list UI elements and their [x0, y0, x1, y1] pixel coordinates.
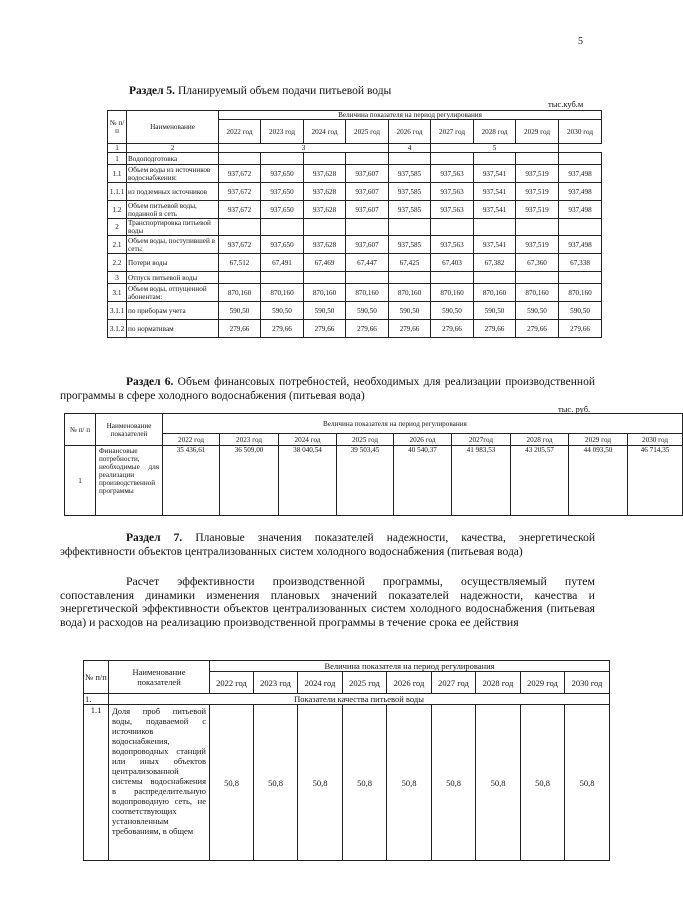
- section7-year-header: 2023 год: [254, 672, 298, 694]
- section5-value-cell: 937,607: [346, 183, 389, 201]
- section6-value-cell: 35 436,61: [163, 446, 220, 516]
- section5-value-cell: 937,498: [559, 165, 602, 183]
- section5-value-cell: 870,160: [474, 284, 516, 302]
- table-row: [108, 201, 602, 219]
- section5-empty-cell: [474, 153, 516, 165]
- section5-value-cell: 870,160: [346, 284, 389, 302]
- section6-value-cell: 46 714,35: [628, 446, 683, 516]
- table-row: [108, 284, 602, 302]
- section5-value-cell: 67,360: [516, 254, 559, 272]
- section5-empty-cell: [516, 272, 559, 284]
- section7-header-no: № п/п: [84, 661, 109, 694]
- section5-value-cell: 870,160: [559, 284, 602, 302]
- section5-index-cell: 5: [431, 144, 559, 153]
- section5-value-cell: 937,585: [389, 165, 431, 183]
- section6-value-cell: 39 503,45: [337, 446, 394, 516]
- section5-year-header: 2029 год: [516, 120, 559, 144]
- section5-row-name: Объем воды из источников водоснабжения:: [127, 165, 219, 183]
- section5-header-no: № п/п: [108, 111, 127, 144]
- section5-empty-cell: [346, 272, 389, 284]
- table-row: [108, 183, 602, 201]
- section6-header-period: Величина показателя на период регулирования: [163, 414, 683, 434]
- section5-year-header: 2023 год: [261, 120, 304, 144]
- section5-header-name: Наименование: [127, 111, 219, 144]
- section5-value-cell: 590,50: [219, 302, 261, 320]
- section7-group-no: 1.: [84, 694, 109, 705]
- section5-empty-cell: [559, 153, 602, 165]
- section5-value-cell: 279,66: [219, 320, 261, 338]
- section5-empty-cell: [304, 153, 346, 165]
- section5-row-name: Объем питьевой воды, поданной в сеть: [127, 201, 219, 219]
- section5-value-cell: 279,66: [516, 320, 559, 338]
- section5-value-cell: 937,563: [431, 236, 474, 254]
- section5-value-cell: 937,672: [219, 236, 261, 254]
- section6-row-name: Финансовые потребности, необходимые для реализации производственной программы: [96, 446, 163, 516]
- section5-row-no: 2.1: [108, 236, 127, 254]
- section7-title: [60, 531, 595, 559]
- section5-value-cell: 279,66: [389, 320, 431, 338]
- section6-year-header: 2022 год: [163, 434, 220, 446]
- section6-year-header: 2023 год: [220, 434, 279, 446]
- section5-value-cell: 937,519: [516, 165, 559, 183]
- section5-value-cell: 937,563: [431, 201, 474, 219]
- section5-empty-cell: [431, 153, 474, 165]
- section6-table: [64, 413, 683, 516]
- section5-value-cell: 590,50: [474, 302, 516, 320]
- section5-empty-cell: [474, 272, 516, 284]
- section7-group-label: Показатели качества питьевой воды: [109, 694, 610, 705]
- section5-empty-cell: [431, 219, 474, 236]
- section5-row-name: из подземных источников: [127, 183, 219, 201]
- section5-value-cell: 67,425: [389, 254, 431, 272]
- section7-row-no: 1.1: [84, 705, 109, 861]
- section5-empty-cell: [261, 153, 304, 165]
- section7-table: [83, 660, 610, 861]
- section5-value-cell: 937,650: [261, 165, 304, 183]
- section5-empty-cell: [219, 219, 261, 236]
- section5-value-cell: 937,672: [219, 183, 261, 201]
- section7-value-cell: 50,8: [254, 705, 298, 861]
- section5-value-cell: 937,541: [474, 201, 516, 219]
- section5-value-cell: 67,469: [304, 254, 346, 272]
- section5-row-no: 1.1.1: [108, 183, 127, 201]
- section5-value-cell: 937,585: [389, 183, 431, 201]
- section5-value-cell: 590,50: [516, 302, 559, 320]
- section7-value-cell: 50,8: [210, 705, 254, 861]
- section5-empty-cell: [261, 219, 304, 236]
- section5-year-header: 2022 год: [219, 120, 261, 144]
- section5-row-no: 2.2: [108, 254, 127, 272]
- section5-value-cell: 590,50: [304, 302, 346, 320]
- section5-empty-cell: [389, 153, 431, 165]
- section6-header-no: № п/ п: [65, 414, 96, 446]
- table-row: [108, 219, 602, 236]
- section7-year-header: 2025 год: [343, 672, 387, 694]
- section6-year-header: 2029 год: [569, 434, 628, 446]
- section5-value-cell: 590,50: [431, 302, 474, 320]
- section6-value-cell: 43 205,57: [511, 446, 569, 516]
- section5-empty-cell: [304, 272, 346, 284]
- section5-empty-cell: [516, 219, 559, 236]
- table-row: [108, 320, 602, 338]
- section5-title-text: Планируемый объем подачи питьевой воды: [175, 85, 392, 97]
- section5-value-cell: 67,491: [261, 254, 304, 272]
- section5-header-period: Величина показателя на период регулирования: [219, 111, 602, 120]
- section7-value-cell: 50,8: [298, 705, 343, 861]
- section5-empty-cell: [219, 153, 261, 165]
- section5-row-name: Водоподготовка: [127, 153, 219, 165]
- section5-value-cell: 67,403: [431, 254, 474, 272]
- section5-row-no: 3.1.2: [108, 320, 127, 338]
- section7-header-name: Наименование показателей: [109, 661, 210, 694]
- section5-row-no: 3.1: [108, 284, 127, 302]
- section5-value-cell: 937,541: [474, 236, 516, 254]
- section5-year-header: 2026 год: [389, 120, 431, 144]
- section5-row-no: 2: [108, 219, 127, 236]
- section5-value-cell: 279,66: [474, 320, 516, 338]
- section6-year-header: 2025 год: [337, 434, 394, 446]
- section6-title-bold: Раздел 6.: [126, 376, 174, 388]
- section5-value-cell: 870,160: [261, 284, 304, 302]
- section5-row-name: по приборам учета: [127, 302, 219, 320]
- section7-year-header: 2027 год: [432, 672, 476, 694]
- section5-value-cell: 937,628: [304, 165, 346, 183]
- section7-title-text: Плановые значения показателей надежности, качества, энергетической эффективности объектов централизованных систем холодного водоснабжения (питьевая вода): [60, 532, 595, 558]
- section7-value-cell: 50,8: [432, 705, 476, 861]
- section6-title: [60, 375, 595, 403]
- section5-value-cell: 937,519: [516, 183, 559, 201]
- section6-value-cell: 41 983,53: [452, 446, 511, 516]
- section5-value-cell: 590,50: [261, 302, 304, 320]
- table-row: [108, 254, 602, 272]
- section5-value-cell: 937,607: [346, 236, 389, 254]
- section5-value-cell: 937,607: [346, 201, 389, 219]
- section5-unit: тыс.куб.м: [548, 99, 584, 109]
- section5-row-name: Объем воды, отпущенной абонентам:: [127, 284, 219, 302]
- section6-year-header: 2027год: [452, 434, 511, 446]
- section5-value-cell: 937,498: [559, 183, 602, 201]
- section5-value-cell: 937,519: [516, 201, 559, 219]
- section5-value-cell: 279,66: [261, 320, 304, 338]
- section5-row-name: Потери воды: [127, 254, 219, 272]
- section7-year-header: 2026 год: [387, 672, 432, 694]
- table-row: [108, 236, 602, 254]
- section5-value-cell: 937,672: [219, 165, 261, 183]
- section5-year-header: 2028 год: [474, 120, 516, 144]
- table-row: [108, 165, 602, 183]
- section7-value-cell: 50,8: [476, 705, 521, 861]
- table-row: [108, 153, 602, 165]
- section5-value-cell: 870,160: [304, 284, 346, 302]
- section5-table: [107, 110, 602, 338]
- section5-value-cell: 937,628: [304, 201, 346, 219]
- section6-value-cell: 38 040,54: [279, 446, 337, 516]
- section5-row-no: 3.1.1: [108, 302, 127, 320]
- section7-row-name: Доля проб питьевой воды, подаваемой с источников водоснабжения, водопроводных станций или иных объектов централизованной системы водоснабжения в распределительную водопроводную сеть, не соответствующих установленным требованиям, в общем: [109, 705, 210, 861]
- table-row: [108, 272, 602, 284]
- section5-empty-cell: [219, 272, 261, 284]
- section5-value-cell: 279,66: [346, 320, 389, 338]
- section6-value-cell: 40 540,37: [394, 446, 452, 516]
- section5-empty-cell: [346, 219, 389, 236]
- section7-paragraph: Расчет эффективности производственной программы, осуществляемый путем сопоставления динамики изменения плановых значений показателей надежности, качества и энергетической эффективности объектов централизованных систем холодного водоснабжения (питьевая вода) и расходов на реализацию производственной программы в течение срока ее действия: [60, 574, 595, 629]
- section5-year-header: 2025 год: [346, 120, 389, 144]
- section5-value-cell: 937,585: [389, 236, 431, 254]
- section5-empty-cell: [304, 219, 346, 236]
- section6-value-cell: 44 093,50: [569, 446, 628, 516]
- section5-value-cell: 937,650: [261, 201, 304, 219]
- section5-value-cell: 590,50: [389, 302, 431, 320]
- section7-value-cell: 50,8: [521, 705, 565, 861]
- section6-year-header: 2026 год: [394, 434, 452, 446]
- section7-year-header: 2028 год: [476, 672, 521, 694]
- section7-year-header: 2022 год: [210, 672, 254, 694]
- section5-empty-cell: [389, 219, 431, 236]
- section5-index-cell: 3: [219, 144, 389, 153]
- section5-value-cell: 870,160: [219, 284, 261, 302]
- section6-year-header: 2024 год: [279, 434, 337, 446]
- section7-year-header: 2024 год: [298, 672, 343, 694]
- section5-value-cell: 870,160: [431, 284, 474, 302]
- section7-value-cell: 50,8: [565, 705, 610, 861]
- section5-empty-cell: [559, 219, 602, 236]
- section5-empty-cell: [516, 153, 559, 165]
- section6-header-name: Наименование показателей: [96, 414, 163, 446]
- section5-value-cell: 937,650: [261, 236, 304, 254]
- section5-index-cell: 4: [389, 144, 431, 153]
- section5-value-cell: 279,66: [559, 320, 602, 338]
- section5-value-cell: 937,607: [346, 165, 389, 183]
- section5-value-cell: 279,66: [304, 320, 346, 338]
- section6-year-header: 2030 год: [628, 434, 683, 446]
- section6-title-text: Объем финансовых потребностей, необходимых для реализации производственной программы в сфере холодного водоснабжения (питьевая вода): [60, 376, 595, 402]
- section5-value-cell: 937,650: [261, 183, 304, 201]
- section5-value-cell: 590,50: [346, 302, 389, 320]
- section7-value-cell: 50,8: [387, 705, 432, 861]
- section5-index-cell: 2: [127, 144, 219, 153]
- section5-value-cell: 937,541: [474, 183, 516, 201]
- section5-value-cell: 67,512: [219, 254, 261, 272]
- section5-value-cell: 870,160: [389, 284, 431, 302]
- section5-row-no: 1.1: [108, 165, 127, 183]
- section5-year-header: 2027 год: [431, 120, 474, 144]
- section5-value-cell: 67,382: [474, 254, 516, 272]
- section7-year-header: 2029 год: [521, 672, 565, 694]
- section5-row-name: Объем воды, поступившей в сеть:: [127, 236, 219, 254]
- section5-row-no: 1.2: [108, 201, 127, 219]
- section5-value-cell: 937,585: [389, 201, 431, 219]
- section5-value-cell: 937,672: [219, 201, 261, 219]
- section6-row-no: 1: [65, 446, 96, 516]
- section5-year-header: 2024 год: [304, 120, 346, 144]
- section7-value-cell: 50,8: [343, 705, 387, 861]
- section5-value-cell: 590,50: [559, 302, 602, 320]
- section7-header-period: Величина показателя на период регулирования: [210, 661, 610, 672]
- section5-value-cell: 67,338: [559, 254, 602, 272]
- section5-empty-cell: [346, 153, 389, 165]
- section5-value-cell: 937,498: [559, 236, 602, 254]
- section5-empty-cell: [431, 272, 474, 284]
- section5-title-bold: Раздел 5.: [129, 85, 176, 97]
- table-row: [108, 302, 602, 320]
- section5-row-name: Транспортировка питьевой воды: [127, 219, 219, 236]
- section5-row-no: 3: [108, 272, 127, 284]
- page-number: 5: [578, 36, 583, 47]
- section6-year-header: 2028 год: [511, 434, 569, 446]
- section5-value-cell: 937,541: [474, 165, 516, 183]
- section6-unit: тыс. руб.: [558, 404, 591, 414]
- section5-value-cell: 67,447: [346, 254, 389, 272]
- section5-value-cell: 937,563: [431, 165, 474, 183]
- section5-value-cell: 937,563: [431, 183, 474, 201]
- section5-empty-cell: [559, 272, 602, 284]
- section5-value-cell: 937,628: [304, 183, 346, 201]
- section5-value-cell: 870,160: [516, 284, 559, 302]
- section5-value-cell: 279,66: [431, 320, 474, 338]
- section5-index-cell: 1: [108, 144, 127, 153]
- section5-empty-cell: [474, 219, 516, 236]
- section5-value-cell: 937,628: [304, 236, 346, 254]
- section5-year-header: 2030 год: [559, 120, 602, 144]
- section5-title: [129, 85, 391, 97]
- section5-empty-cell: [389, 272, 431, 284]
- section5-row-name: по нормативам: [127, 320, 219, 338]
- section7-year-header: 2030 год: [565, 672, 610, 694]
- section5-value-cell: 937,519: [516, 236, 559, 254]
- section7-title-bold: Раздел 7.: [126, 532, 183, 544]
- section5-row-name: Отпуск питьевой воды: [127, 272, 219, 284]
- section5-value-cell: 937,498: [559, 201, 602, 219]
- section5-row-no: 1: [108, 153, 127, 165]
- section6-value-cell: 36 509,00: [220, 446, 279, 516]
- section5-empty-cell: [261, 272, 304, 284]
